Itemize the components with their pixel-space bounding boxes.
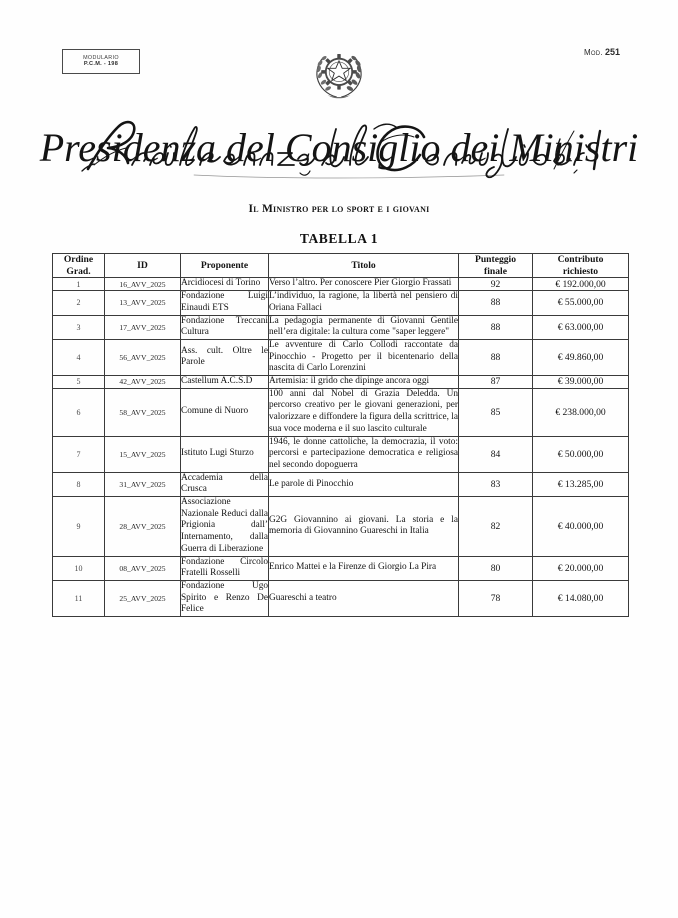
institution-script-title bbox=[0, 112, 678, 184]
cell-punteggio: 88 bbox=[459, 315, 533, 339]
column-header-ordine-line2: Grad. bbox=[66, 265, 91, 277]
cell-proponente: Ass. cult. Oltre le Parole bbox=[181, 339, 269, 375]
column-header-proponente: Proponente bbox=[181, 254, 269, 278]
cell-punteggio: 78 bbox=[459, 580, 533, 616]
cell-contributo: € 55.000,00 bbox=[533, 291, 629, 315]
cell-id: 58_AVV_2025 bbox=[105, 388, 181, 436]
cell-contributo: € 39.000,00 bbox=[533, 376, 629, 389]
table-body bbox=[53, 278, 629, 617]
column-header-id: ID bbox=[105, 254, 181, 278]
table-row bbox=[53, 339, 629, 375]
table-row bbox=[53, 497, 629, 557]
cell-titolo: Artemisia: il grido che dipinge ancora oggi bbox=[269, 376, 459, 389]
cell-id: 28_AVV_2025 bbox=[105, 497, 181, 557]
cell-proponente: Comune di Nuoro bbox=[181, 388, 269, 436]
minister-heading: Il Ministro per lo sport e i giovani bbox=[248, 203, 430, 215]
cell-contributo: € 63.000,00 bbox=[533, 315, 629, 339]
cell-proponente: Accademia della Crusca bbox=[181, 472, 269, 496]
cell-id: 31_AVV_2025 bbox=[105, 472, 181, 496]
cell-titolo: La pedagogia permanente di Giovanni Gentile nell’era digitale: la cultura come "saper leggere" bbox=[269, 315, 459, 339]
table-row bbox=[53, 278, 629, 291]
cell-contributo: € 20.000,00 bbox=[533, 556, 629, 580]
cell-ordine: 6 bbox=[53, 388, 105, 436]
script-title-text: Presidenza del Consiglio dei Ministri bbox=[39, 125, 639, 170]
ranking-table bbox=[52, 253, 629, 617]
column-header-ordine bbox=[53, 254, 105, 278]
cell-ordine: 11 bbox=[53, 580, 105, 616]
cell-proponente: Fondazione Ugo Spirito e Renzo De Felice bbox=[181, 580, 269, 616]
cell-contributo: € 40.000,00 bbox=[533, 497, 629, 557]
cell-id: 42_AVV_2025 bbox=[105, 376, 181, 389]
cell-id: 08_AVV_2025 bbox=[105, 556, 181, 580]
cell-punteggio: 82 bbox=[459, 497, 533, 557]
modulario-line-2: P.C.M. - 198 bbox=[83, 61, 119, 68]
cell-ordine: 10 bbox=[53, 556, 105, 580]
column-header-contributo-line1: Contributo bbox=[557, 254, 604, 265]
table-row bbox=[53, 580, 629, 616]
cell-titolo: L’individuo, la ragione, la libertà nel pensiero di Oriana Fallaci bbox=[269, 291, 459, 315]
cell-id: 15_AVV_2025 bbox=[105, 436, 181, 472]
cell-contributo: € 13.285,00 bbox=[533, 472, 629, 496]
cell-ordine: 5 bbox=[53, 376, 105, 389]
cell-id: 16_AVV_2025 bbox=[105, 278, 181, 291]
cell-proponente: Associazione Nazionale Reduci dalla Prigionia dall’ Internamento, dalla Guerra di Liberazione bbox=[181, 497, 269, 557]
cell-titolo: G2G Giovannino ai giovani. La storia e la memoria di Giovannino Guareschi in Italia bbox=[269, 497, 459, 557]
column-header-punteggio bbox=[459, 254, 533, 278]
table-title: TABELLA 1 bbox=[299, 231, 379, 246]
ranking-table-container bbox=[52, 253, 628, 617]
cell-contributo: € 50.000,00 bbox=[533, 436, 629, 472]
column-header-titolo: Titolo bbox=[269, 254, 459, 278]
cell-proponente: Castellum A.C.S.D bbox=[181, 376, 269, 389]
cell-contributo: € 192.000,00 bbox=[533, 278, 629, 291]
mod-label: Mod. bbox=[584, 48, 603, 57]
cell-punteggio: 87 bbox=[459, 376, 533, 389]
cell-punteggio: 80 bbox=[459, 556, 533, 580]
table-row bbox=[53, 376, 629, 389]
cell-ordine: 1 bbox=[53, 278, 105, 291]
cell-ordine: 4 bbox=[53, 339, 105, 375]
column-header-contributo-line2: richiesto bbox=[562, 265, 599, 277]
cell-titolo: Le avventure di Carlo Collodi raccontate da Pinocchio - Progetto per il bicentenario della nascita di Carlo Lorenzini bbox=[269, 339, 459, 375]
cell-contributo: € 238.000,00 bbox=[533, 388, 629, 436]
cell-titolo: Guareschi a teatro bbox=[269, 580, 459, 616]
mod-value: 251 bbox=[604, 47, 620, 57]
cell-id: 13_AVV_2025 bbox=[105, 291, 181, 315]
cell-ordine: 9 bbox=[53, 497, 105, 557]
table-row bbox=[53, 291, 629, 315]
table-row bbox=[53, 436, 629, 472]
cell-proponente: Istituto Lugi Sturzo bbox=[181, 436, 269, 472]
cell-proponente: Fondazione Treccani Cultura bbox=[181, 315, 269, 339]
cell-ordine: 8 bbox=[53, 472, 105, 496]
cell-contributo: € 14.080,00 bbox=[533, 580, 629, 616]
column-header-punteggio-line2: finale bbox=[484, 265, 507, 277]
modulario-line-1: MODULARIO bbox=[83, 55, 119, 62]
cell-titolo: Le parole di Pinocchio bbox=[269, 472, 459, 496]
table-row bbox=[53, 556, 629, 580]
cell-titolo: 100 anni dal Nobel di Grazia Deledda. Un percorso creativo per le giovani generazioni, per valorizzare e diffondere la figura della scrittrice, la sua voce moderna e il suo lascito culturale bbox=[269, 388, 459, 436]
table-row bbox=[53, 315, 629, 339]
cell-contributo: € 49.860,00 bbox=[533, 339, 629, 375]
column-header-punteggio-line1: Punteggio bbox=[474, 254, 517, 265]
column-header-ordine-line1: Ordine bbox=[63, 254, 94, 265]
emblem-of-italy-icon bbox=[310, 42, 368, 104]
cell-id: 17_AVV_2025 bbox=[105, 315, 181, 339]
cell-titolo: Verso l’altro. Per conoscere Pier Giorgio Frassati bbox=[269, 278, 459, 291]
table-row bbox=[53, 388, 629, 436]
cell-punteggio: 83 bbox=[459, 472, 533, 496]
cell-ordine: 7 bbox=[53, 436, 105, 472]
cell-ordine: 3 bbox=[53, 315, 105, 339]
cell-titolo: 1946, le donne cattoliche, la democrazia, il voto: percorsi e partecipazione democratica e religiosa nel secondo dopoguerra bbox=[269, 436, 459, 472]
cell-punteggio: 84 bbox=[459, 436, 533, 472]
cell-punteggio: 88 bbox=[459, 339, 533, 375]
cell-proponente: Fondazione Luigi Einaudi ETS bbox=[181, 291, 269, 315]
table-header-row bbox=[53, 254, 629, 278]
cell-punteggio: 88 bbox=[459, 291, 533, 315]
cell-titolo: Enrico Mattei e la Firenze di Giorgio La Pira bbox=[269, 556, 459, 580]
modulario-stamp bbox=[62, 49, 140, 74]
column-header-contributo bbox=[533, 254, 629, 278]
cell-id: 25_AVV_2025 bbox=[105, 580, 181, 616]
cell-id: 56_AVV_2025 bbox=[105, 339, 181, 375]
cell-proponente: Fondazione Circolo Fratelli Rosselli bbox=[181, 556, 269, 580]
mod-number bbox=[584, 47, 620, 57]
cell-punteggio: 92 bbox=[459, 278, 533, 291]
cell-punteggio: 85 bbox=[459, 388, 533, 436]
cell-ordine: 2 bbox=[53, 291, 105, 315]
page-header bbox=[0, 0, 678, 170]
table-row bbox=[53, 472, 629, 496]
cell-proponente: Arcidiocesi di Torino bbox=[181, 278, 269, 291]
